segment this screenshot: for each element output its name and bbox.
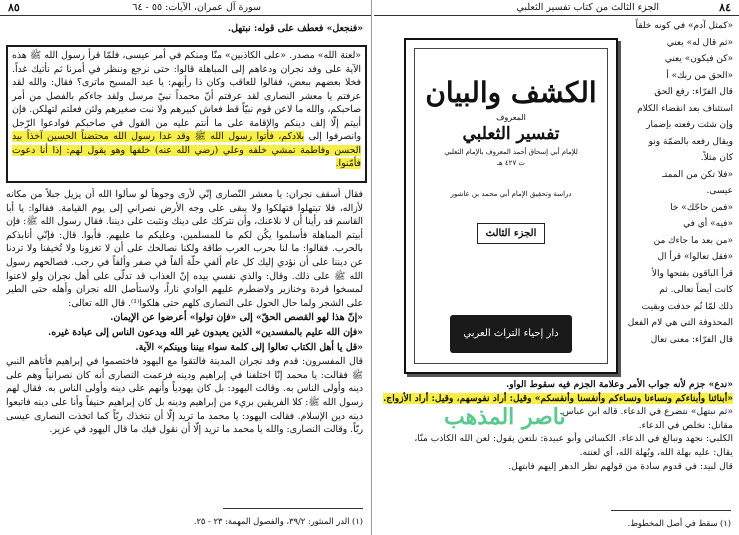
left-running-head: [0, 0, 371, 16]
right-column-text: [621, 18, 733, 348]
lower-line: قال لبيد: في قدوم سادة من قولهم نظر الدهر إليهم فابتهل.: [508, 460, 733, 472]
column-line: قال الفرّاء: معنى تعال: [650, 334, 733, 345]
column-line: ويقال رفعه بالضمّة ونو: [648, 136, 733, 147]
column-line: قال الفرّاء: رفع الحق: [654, 87, 733, 97]
left-body: [6, 188, 363, 500]
column-line: ذلك لمّا تُم حذفت وبقيت: [641, 301, 733, 312]
lower-line: الكلبي: نجهد ونبالغ في الدعاء. الكسائي وأبو عبيدة: نلتعن يقول: لعن الله الكاذب منّا،: [414, 433, 733, 445]
highlight-box: [6, 45, 367, 183]
cover-volume: الجزء الثالث: [477, 223, 545, 244]
column-line: «من بعد ما جاءك من: [653, 235, 733, 246]
paragraph: «إنّ هذا لهو القصص الحقّ» إلى «فإن تولوا» أعرضوا عن الإيمان.: [110, 312, 363, 324]
column-line: المحذوفة التي هي لام الفعل: [627, 318, 733, 328]
cover-dates: ت ٤٢٧ هـ: [496, 159, 526, 167]
column-line: قرأ الباقون بفتحها والأ: [651, 268, 733, 279]
intro-line: «فنجعل» فعطف على قوله: نبتهل.: [227, 23, 363, 34]
left-running-title: سورة آل عمران، الآيات: ٥٥ - ٦٤: [132, 2, 261, 13]
highlight-verse: «أبنائنا وأبناءكم ونساءنا ونساءكم وأنفسنا وأنفسكم» وقيل: أراد نفوسهم، وقيل: أراد الأزواج.: [383, 392, 733, 404]
book-cover-image: [404, 38, 618, 374]
left-footnote: (١) الدر المنثور: ٣٩/٢، والفصول المهمة: ٢٣ - ٢٥.: [193, 516, 363, 526]
column-line: «فيه» أي في: [683, 219, 733, 229]
column-line: عيسى.: [706, 186, 733, 196]
cover-author: للإمام أبي إسحاق أحمد المعروف بالإمام الثعلبي: [444, 148, 578, 156]
lower-line: يقال: عليه بهلة الله، وبُهلة الله، أي لعنته.: [579, 446, 733, 458]
right-running-title: الجزء الثالث من كتاب تفسير الثعلبي: [516, 2, 659, 13]
publisher-logo: دار إحياء التراث العربي: [450, 315, 572, 353]
cover-subtitle: تفسير الثعلبي: [462, 124, 560, 144]
cover-title: الكشف والبيان: [425, 76, 597, 109]
lower-line: «ثم نبتهل» نتضرع في الدعاء. قاله ابن عباس.: [559, 406, 733, 418]
right-running-head: [374, 0, 739, 16]
footnote-divider: [223, 508, 363, 509]
column-line: «فلا تكن من الممتـ: [662, 169, 733, 180]
column-line: استئناف بعد انقضاء الكلام: [637, 103, 733, 114]
column-line: «فمن حاجّك» خا: [670, 202, 733, 213]
highlight-paragraph: «لعنة الله» مصدر. «على الكاذبين» منّا ومنكم في أمر عيسى، فلمّا قرأ رسول الله ﷺ هذه الآية على وفد نجران ودعاهم إلى المباهلة قالوا: حتى نرجع وننظر في أمرنا ثم نأتيك غداً. فخلا بعضهم ببعض، فقالوا للعاقب وكان ذا رأيهم: يا عبد المسيح ماترى؟ فقال: والله لقد عرفتم يا معشر النصارى لقد عرفتم أنّ محمداً نبيّ مرسل ولقد جاءكم بالفصل من أمر صاحبكم، والله ما لاعن قوم نبيّاً قط فعاش كبيرهم ولا نبت صغيرهم ولئن فعلتم لتهلكن. فإن أبيتم إلّا إلف دينكم والإقامة على ما أنتم عليه من القول في صاحبكم فوادعوا الرّجل وانصرفوا إلى: [12, 50, 361, 142]
paragraph: «قل يا أهل الكتاب تعالوا إلى كلمة سواء بيننا وبينكم» الآية.: [135, 341, 363, 353]
right-page-number: ٨٤: [719, 1, 731, 14]
lower-line: «ندع» جزم لأنه جواب الأمر وعلامة الجزم فيه سقوط الواو.: [506, 379, 733, 390]
highlight-yellow-text: بلادكم، فأتوا رسول الله ﷺ وقد غدا رسول الله محتضناً الحسين آخذاً بيد الحسن وفاطمة تمشي خلفه وعلي (رضي الله عنه) خلفها وهو يقول لهم: إذا أنا دعوت فأمّنوا.: [12, 131, 361, 169]
column-line: كان مثلاً.: [700, 153, 733, 163]
paragraph: «فإن الله عليم بالمفسدين» الذين يعبدون غير الله ويدعون الناس إلى عبادة غيره.: [48, 326, 363, 338]
left-page-number: ٨٥: [8, 1, 20, 14]
column-line: كانت أيضاً تعالى. ثم: [659, 285, 733, 295]
column-line: «كن فيكون» يعني: [664, 54, 733, 64]
paragraph: قال المفسرون: قدم وفد نجران المدينة فالتقوا مع اليهود فاختصموا في إبراهيم فأتاهم النبي ﷺ فقالت: يا محمد إنّا اختلفنا في إبراهيم ودينه فزعمت النصارى أنه كان نصرانياً وهم على دينه وأولى الناس به. وقالت اليهود: بل كان يهودياً وأنهم على دينه وأولى الناس به. فقال لهم رسول الله ﷺ: كلا الفريقين بريء من إبراهيم ودينه بل كان إبراهيم حنيفاً وأنا على دينه فاتبعوا دينه دين الإسلام. فقالت اليهود: يا محمد ما تريد إلّا أن نتخذك ربّاً كما اتخذت النصارى عيسى ربّاً. وقالت النصارى: والله يا محمد ما تريد إلّا أن نقول فيك ما قال اليهود في عزير.: [6, 356, 363, 436]
lower-line: مقاتل: نخلص في الدعاء.: [638, 419, 733, 431]
cover-known-as: المعروف: [496, 113, 526, 122]
right-footnote: (١) سقط في أصل المخطوط.: [627, 518, 731, 528]
right-page: [374, 0, 739, 535]
column-line: «كمثل آدم» في كونه خلقاً: [635, 21, 733, 31]
left-intro: [6, 22, 363, 37]
paragraph: فقال أسقف نجران: يا معشر النّصارى إنّي لأرى وجوهاً لو سألوا الله أن يزيل جبلاً من مكانه لأزاله، فلا تبتهلوا فتهلكوا ولا يبقى على وجه الأرض نصراني إلى يوم القيامة. فقالوا: يا أبا القاسم قد رأينا أن لا نلاعنك، وأن نتركك على دينك ونثبت على ديننا. فقال رسول الله ﷺ: فإن أبيتم المباهلة فأسلموا يكُن لكم ما للمسلمين، وعليكم ما عليهم. فأبوا. قال: فإنّي أنابذكم بالحرب. فقالوا: ما لنا بحرب العرب طاقة ولكنا نصالحك على أن لا تغزونا ولا تُخيفنا ولا تردنا عن ديننا على أن نؤدي إليك كل عام ألفي حلّة ألفاً في صفر وألفاً في رجب. فصالحهم رسول الله ﷺ على ذلك. وقال: والذي نفسي بيده إنّ العذاب قد تدلّى على أهل نجران ولو لاعنوا لمسخوا قردة وخنازير ولاضطرم عليهم الوادي ناراً، ولاستأصل الله نجران وأهله حتى الطير على الشجر ولما حال الحول على النصارى كلهم حتى هلكوا⁽¹⁾. قال الله تعالى:: [6, 189, 363, 309]
column-line: «الحق من ربك» أ: [666, 70, 733, 81]
right-footnote-divider: [611, 510, 731, 511]
column-line: «فقل تعالوا» قرأ ال: [657, 252, 733, 262]
book-cover-frame: [414, 48, 608, 364]
column-line: «ثم قال له» يعني: [666, 37, 733, 48]
cover-study: دراسة وتحقيق الإمام أبي محمد بن عاشور: [450, 190, 572, 198]
watermark-text: ناصر المذهب: [444, 404, 566, 430]
column-line: وإن شئت رفعته بإضمار: [646, 120, 733, 130]
